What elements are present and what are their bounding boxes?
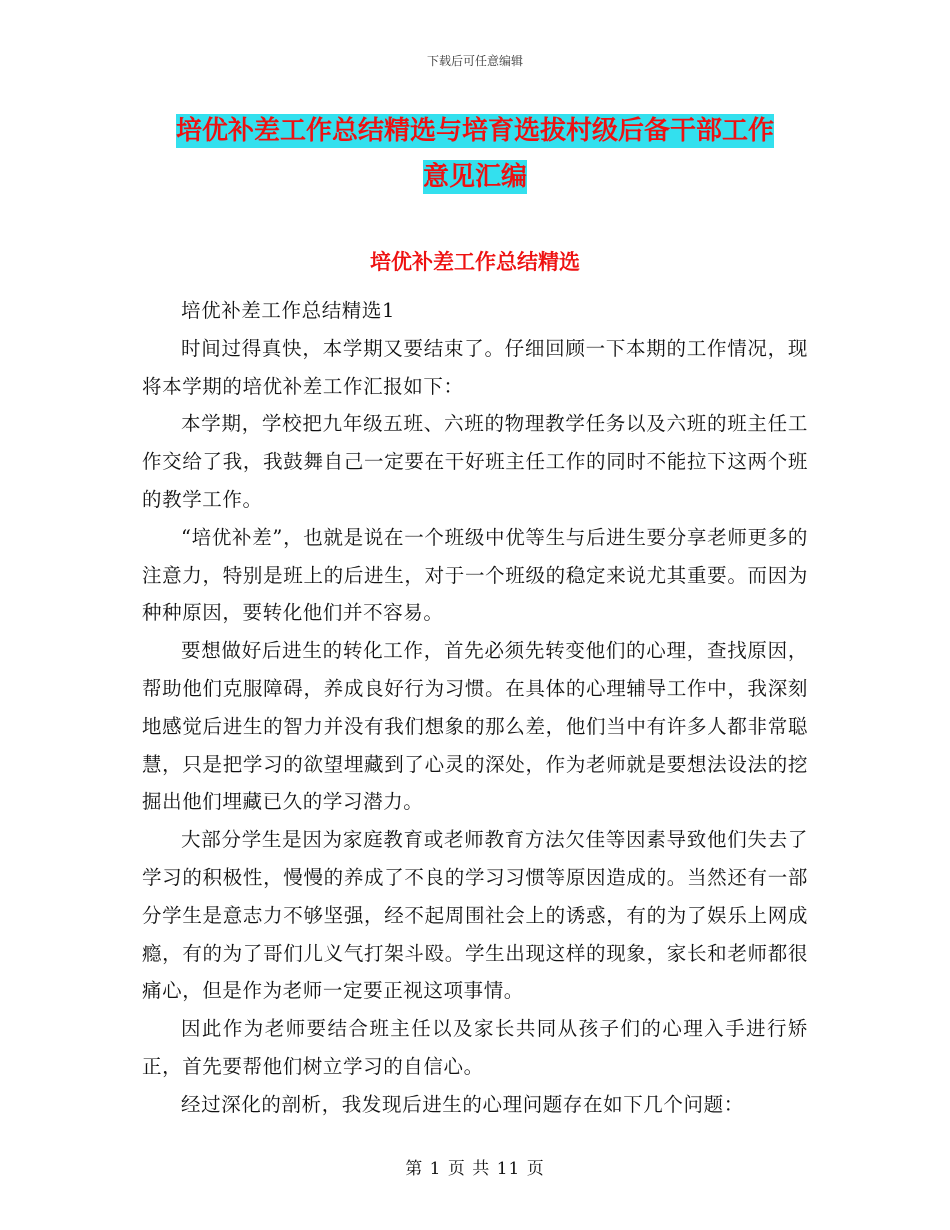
page-number-footer: 第 1 页 共 11 页 — [405, 1159, 545, 1179]
document-title — [0, 108, 950, 200]
paragraph: 经过深化的剖析，我发现后进生的心理问题存在如下几个问题： — [181, 1092, 744, 1116]
paragraph: “培优补差”，也就是说在一个班级中优等生与后进生要分享老师更多的注意力，特别是班上的后进生，对于一个班级的稳定来说尤其重要。而因为种种原因，要转化他们并不容易。 — [142, 525, 808, 625]
paragraph-subtitle: 培优补差工作总结精选1 — [181, 299, 396, 322]
paragraph: 本学期，学校把九年级五班、六班的物理教学任务以及六班的班主任工作交给了我，我鼓舞自己一定要在干好班主任工作的同时不能拉下这两个班的教学工作。 — [142, 412, 808, 511]
document-title-line-1: 培优补差工作总结精选与培育选拔村级后备干部工作 — [175, 116, 774, 146]
section-heading: 培优补差工作总结精选 — [370, 250, 580, 274]
header-note: 下载后可任意编辑 — [426, 54, 523, 68]
document-title-line-2: 意见汇编 — [422, 162, 527, 192]
document-body — [142, 292, 808, 1124]
paragraph: 时间过得真快，本学期又要结束了。仔细回顾一下本期的工作情况，现将本学期的培优补差工作汇报如下： — [142, 336, 808, 398]
paragraph: 要想做好后进生的转化工作，首先必须先转变他们的心理，查找原因，帮助他们克服障碍，养成良好行为习惯。在具体的心理辅导工作中，我深刻地感觉后进生的智力并没有我们想象的那么差，他们当中有许多人都非常聪慧，只是把学习的欲望埋藏到了心灵的深处，作为老师就是要想法设法的挖掘出他们埋藏已久的学习潜力。 — [142, 639, 808, 814]
paragraph: 大部分学生是因为家庭教育或老师教育方法欠佳等因素导致他们失去了学习的积极性，慢慢的养成了不良的学习习惯等原因造成的。当然还有一部分学生是意志力不够坚强，经不起周围社会上的诱惑，有的为了娱乐上网成瘾，有的为了哥们儿义气打架斗殴。学生出现这样的现象，家长和老师都很痛心，但是作为老师一定要正视这项事情。 — [142, 828, 808, 1003]
paragraph: 因此作为老师要结合班主任以及家长共同从孩子们的心理入手进行矫正，首先要帮他们树立学习的自信心。 — [142, 1017, 808, 1078]
